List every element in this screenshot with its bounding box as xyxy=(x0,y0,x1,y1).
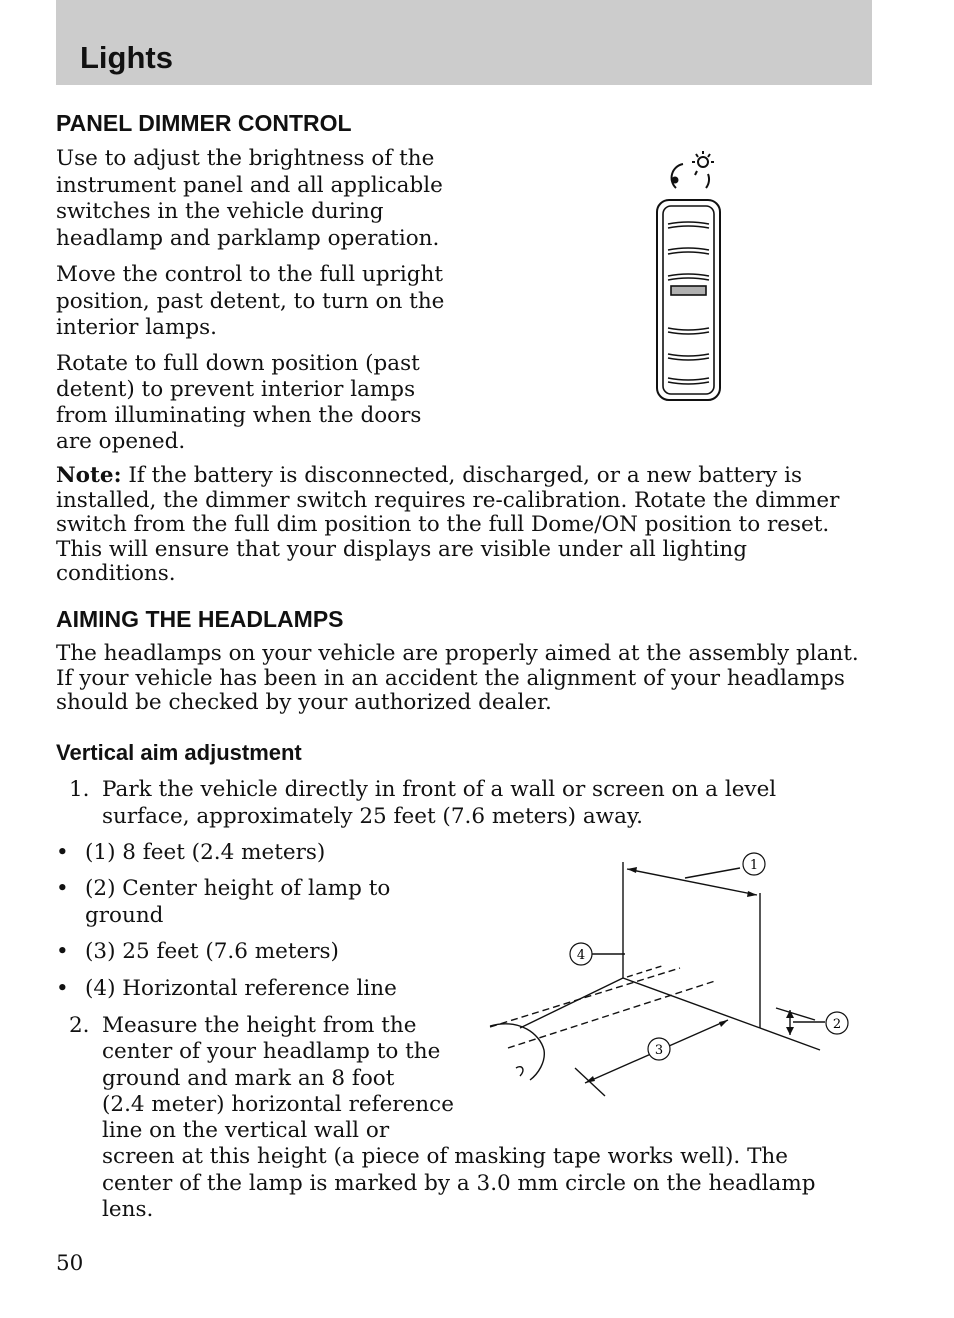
chapter-header-band xyxy=(56,0,872,85)
chapter-title: Lights xyxy=(80,40,173,75)
battery-note xyxy=(56,464,839,587)
bullet-text: ground xyxy=(85,903,164,928)
arrowhead xyxy=(786,1027,794,1035)
note-text: If the battery is disconnected, discharged, or a new battery is xyxy=(121,463,803,488)
callout-label: 2 xyxy=(832,1017,842,1032)
text-line: Park the vehicle directly in front of a wall or screen on a level xyxy=(102,777,777,802)
step-2-number: 2. xyxy=(69,1013,90,1038)
height-ref-top xyxy=(776,1008,815,1020)
bullet-text: (3) 25 feet (7.6 meters) xyxy=(85,939,339,964)
text-line: ground and mark an 8 foot xyxy=(102,1065,395,1091)
text-line xyxy=(56,464,839,489)
headlamp-aiming-diagram xyxy=(480,850,860,1110)
step-1-number: 1. xyxy=(69,777,90,802)
horizontal-reference-line xyxy=(627,965,665,977)
text-line: switch from the full dim position to the full Dome/ON position to reset. xyxy=(56,512,830,537)
text-line: instrument panel and all applicable xyxy=(56,172,443,198)
wall-base-line xyxy=(623,978,760,1028)
step-1-text xyxy=(102,777,776,830)
callout-4 xyxy=(570,943,592,965)
text-line: screen at this height (a piece of masking tape works well). The xyxy=(102,1144,789,1170)
vehicle-front-detail xyxy=(516,1067,523,1076)
text-line: interior lamps. xyxy=(56,315,218,340)
page-number: 50 xyxy=(56,1251,84,1276)
text-line: Move the control to the full upright xyxy=(56,262,443,287)
bullet-text: (1) 8 feet (2.4 meters) xyxy=(85,840,326,865)
vertical-aim-heading: Vertical aim adjustment xyxy=(56,740,302,765)
text-line: center of your headlamp to the xyxy=(102,1039,441,1065)
bullet-text: (2) Center height of lamp to xyxy=(85,876,391,901)
text-line: switches in the vehicle during xyxy=(56,199,384,224)
text-line: Rotate to full down position (past xyxy=(56,351,420,376)
callout-1 xyxy=(743,853,765,875)
callout-label: 1 xyxy=(749,858,759,873)
text-line: Measure the height from the xyxy=(102,1013,417,1038)
panel-dimmer-paragraph-1 xyxy=(56,146,443,252)
text-line: conditions. xyxy=(56,561,176,586)
text-line: should be checked by your authorized dealer. xyxy=(56,690,552,715)
callout-leader-1 xyxy=(685,868,740,878)
text-line: installed, the dimmer switch requires re-calibration. Rotate the dimmer xyxy=(56,487,840,513)
callout-2 xyxy=(826,1012,848,1034)
bullet-icon: • xyxy=(56,976,69,1001)
arrowhead xyxy=(719,1020,728,1027)
bullet-icon: • xyxy=(56,939,69,964)
floor-line xyxy=(520,978,623,1028)
bullet-text: (4) Horizontal reference line xyxy=(85,976,397,1001)
wheel-center-marker xyxy=(671,286,706,295)
callout-label: 4 xyxy=(576,948,586,963)
panel-dimmer-paragraph-3 xyxy=(56,351,421,455)
instrument-lamp-icon xyxy=(672,151,714,188)
bullet-icon: • xyxy=(56,876,69,901)
text-line: lens. xyxy=(102,1197,154,1223)
text-line: This will ensure that your displays are visible under all lighting xyxy=(56,536,748,562)
panel-dimmer-illustration xyxy=(648,148,734,404)
text-line: position, past detent, to turn on the xyxy=(56,288,445,314)
text-line: line on the vertical wall or xyxy=(102,1118,390,1144)
text-line: If your vehicle has been in an accident the alignment of your headlamps xyxy=(56,665,845,691)
dimmer-thumbwheel-inner xyxy=(663,206,714,394)
bullet-icon: • xyxy=(56,840,69,865)
aiming-paragraph xyxy=(56,642,859,716)
lamp-beam-line-lower xyxy=(508,981,715,1048)
text-line: surface, approximately 25 feet (7.6 meters) away. xyxy=(102,803,644,829)
panel-dimmer-heading: PANEL DIMMER CONTROL xyxy=(56,110,352,136)
note-label: Note: xyxy=(56,463,122,488)
text-line: The headlamps on your vehicle are properly aimed at the assembly plant. xyxy=(56,641,859,666)
text-line: Use to adjust the brightness of the xyxy=(56,146,435,171)
callout-label: 3 xyxy=(654,1043,664,1058)
callout-3 xyxy=(648,1038,670,1060)
width-arrow-1 xyxy=(627,869,757,895)
text-line: detent) to prevent interior lamps xyxy=(56,377,416,402)
aiming-headlamps-heading: AIMING THE HEADLAMPS xyxy=(56,606,344,632)
text-line: (2.4 meter) horizontal reference xyxy=(102,1091,454,1117)
lamp-beam-line-upper xyxy=(490,968,680,1027)
text-line: are opened. xyxy=(56,429,186,454)
vehicle-hood-outline xyxy=(490,1024,544,1080)
panel-dimmer-paragraph-2 xyxy=(56,262,444,342)
text-line: from illuminating when the doors xyxy=(56,403,422,428)
text-line: center of the lamp is marked by a 3.0 mm circle on the headlamp xyxy=(102,1170,816,1196)
text-line: headlamp and parklamp operation. xyxy=(56,225,440,251)
